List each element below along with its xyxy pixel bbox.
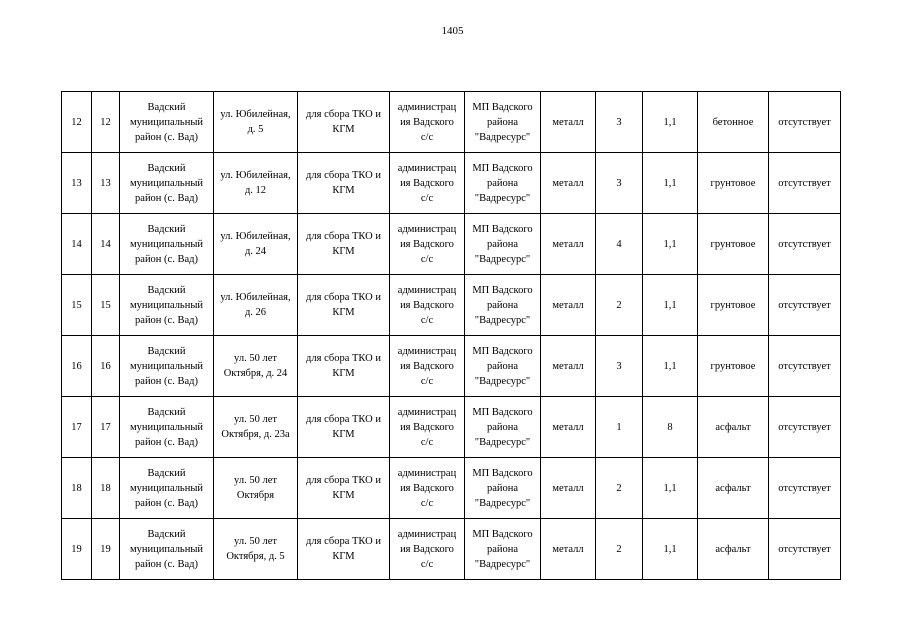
cell-operator-line: "Вадресурс" (474, 131, 531, 143)
cell-fence: отсутствует (769, 214, 841, 275)
cell-district-line: муниципальный (129, 543, 204, 555)
cell-district-line: муниципальный (129, 177, 204, 189)
cell-district-line: Вадский (147, 284, 186, 296)
cell-address-line: д. 5 (247, 124, 264, 135)
cell-address-line: д. 24 (244, 246, 267, 257)
cell-address (214, 397, 298, 458)
cell-owner-line: ия Вадского (400, 299, 454, 311)
cell-owner-line: ия Вадского (400, 116, 454, 128)
cell-district-line: Вадский (147, 528, 186, 540)
cell-container-count: 2 (596, 275, 643, 336)
cell-purpose (298, 153, 390, 214)
cell-material: металл (541, 214, 596, 275)
cell-owner-line: ия Вадского (400, 360, 454, 372)
cell-row-number: 16 (62, 336, 92, 397)
cell-district-line: район (с. Вад) (135, 375, 198, 387)
cell-owner-line: администрац (397, 406, 457, 418)
cell-district (120, 92, 214, 153)
cell-operator-line: района (486, 299, 519, 311)
table-row (62, 336, 841, 397)
cell-material: металл (541, 458, 596, 519)
cell-district (120, 275, 214, 336)
cell-site-number: 12 (92, 92, 120, 153)
cell-address-line: ул. Юбилейная, (220, 231, 291, 242)
cell-owner-line: с/с (420, 253, 434, 265)
cell-operator-line: "Вадресурс" (474, 375, 531, 387)
cell-material: металл (541, 92, 596, 153)
cell-site-number: 16 (92, 336, 120, 397)
cell-address (214, 92, 298, 153)
cell-owner-line: с/с (420, 436, 434, 448)
cell-operator-line: МП Вадского (472, 223, 533, 235)
cell-operator-line: района (486, 482, 519, 494)
cell-owner-line: с/с (420, 131, 434, 143)
cell-district-line: муниципальный (129, 421, 204, 433)
cell-district-line: муниципальный (129, 482, 204, 494)
cell-fence: отсутствует (769, 336, 841, 397)
cell-surface: бетонное (698, 92, 769, 153)
cell-owner (390, 397, 465, 458)
cell-operator (465, 153, 541, 214)
cell-owner-line: администрац (397, 101, 457, 113)
cell-owner-line: администрац (397, 284, 457, 296)
cell-container-count: 3 (596, 92, 643, 153)
cell-operator-line: района (486, 177, 519, 189)
cell-material: металл (541, 397, 596, 458)
cell-operator-line: района (486, 116, 519, 128)
cell-purpose-line: КГМ (332, 124, 355, 135)
cell-district-line: Вадский (147, 223, 186, 235)
cell-owner-line: с/с (420, 314, 434, 326)
cell-surface: грунтовое (698, 336, 769, 397)
cell-site-number: 15 (92, 275, 120, 336)
cell-district-line: муниципальный (129, 299, 204, 311)
cell-row-number: 19 (62, 519, 92, 580)
cell-purpose (298, 458, 390, 519)
cell-purpose-line: для сбора ТКО и (306, 475, 381, 486)
cell-container-volume: 1,1 (643, 336, 698, 397)
cell-address-line: Октября, д. 5 (226, 551, 285, 562)
cell-address-line: Октября, д. 23а (221, 429, 290, 440)
cell-site-number: 18 (92, 458, 120, 519)
cell-address (214, 336, 298, 397)
table-row (62, 519, 841, 580)
cell-row-number: 13 (62, 153, 92, 214)
table-row (62, 92, 841, 153)
cell-district-line: Вадский (147, 406, 186, 418)
cell-owner (390, 153, 465, 214)
cell-purpose-line: КГМ (332, 368, 355, 379)
cell-owner-line: администрац (397, 162, 457, 174)
table-row (62, 214, 841, 275)
cell-operator-line: МП Вадского (472, 467, 533, 479)
cell-owner (390, 92, 465, 153)
cell-operator (465, 458, 541, 519)
table-row (62, 397, 841, 458)
cell-fence: отсутствует (769, 519, 841, 580)
table-row (62, 458, 841, 519)
cell-operator-line: района (486, 360, 519, 372)
cell-district-line: район (с. Вад) (135, 253, 198, 265)
cell-owner-line: с/с (420, 558, 434, 570)
cell-surface: грунтовое (698, 275, 769, 336)
cell-purpose-line: КГМ (332, 551, 355, 562)
cell-address (214, 153, 298, 214)
cell-purpose-line: КГМ (332, 490, 355, 501)
cell-container-count: 3 (596, 153, 643, 214)
table-row (62, 153, 841, 214)
cell-address-line: Октября (236, 490, 275, 501)
cell-operator-line: МП Вадского (472, 406, 533, 418)
cell-address-line: д. 12 (244, 185, 267, 196)
cell-operator-line: "Вадресурс" (474, 497, 531, 509)
cell-owner-line: с/с (420, 497, 434, 509)
cell-operator (465, 519, 541, 580)
cell-owner-line: с/с (420, 375, 434, 387)
cell-row-number: 17 (62, 397, 92, 458)
cell-material: металл (541, 336, 596, 397)
cell-purpose (298, 397, 390, 458)
cell-address (214, 458, 298, 519)
waste-sites-table (61, 91, 841, 580)
cell-purpose-line: КГМ (332, 185, 355, 196)
cell-fence: отсутствует (769, 153, 841, 214)
cell-operator-line: "Вадресурс" (474, 436, 531, 448)
cell-owner-line: администрац (397, 223, 457, 235)
page-number: 1405 (441, 25, 464, 37)
cell-row-number: 18 (62, 458, 92, 519)
cell-owner (390, 214, 465, 275)
cell-purpose-line: КГМ (332, 307, 355, 318)
cell-operator-line: МП Вадского (472, 101, 533, 113)
cell-district (120, 519, 214, 580)
cell-fence: отсутствует (769, 397, 841, 458)
cell-address-line: ул. 50 лет (234, 353, 277, 364)
cell-operator (465, 275, 541, 336)
cell-address-line: ул. Юбилейная, (220, 109, 291, 120)
cell-district-line: Вадский (147, 345, 186, 357)
cell-address-line: ул. Юбилейная, (220, 292, 291, 303)
cell-district-line: район (с. Вад) (135, 436, 198, 448)
cell-surface: асфальт (698, 519, 769, 580)
cell-row-number: 15 (62, 275, 92, 336)
cell-operator-line: "Вадресурс" (474, 558, 531, 570)
cell-owner-line: ия Вадского (400, 543, 454, 555)
cell-fence: отсутствует (769, 458, 841, 519)
cell-container-volume: 1,1 (643, 153, 698, 214)
cell-material: металл (541, 153, 596, 214)
cell-container-volume: 1,1 (643, 275, 698, 336)
cell-fence: отсутствует (769, 92, 841, 153)
cell-operator (465, 92, 541, 153)
cell-operator-line: МП Вадского (472, 162, 533, 174)
cell-material: металл (541, 519, 596, 580)
cell-purpose-line: для сбора ТКО и (306, 231, 381, 242)
cell-address-line: Октября, д. 24 (223, 368, 288, 379)
cell-purpose (298, 519, 390, 580)
cell-operator-line: "Вадресурс" (474, 253, 531, 265)
cell-address-line: ул. 50 лет (234, 475, 277, 486)
cell-operator (465, 336, 541, 397)
cell-purpose-line: для сбора ТКО и (306, 109, 381, 120)
cell-district-line: район (с. Вад) (135, 314, 198, 326)
cell-container-count: 4 (596, 214, 643, 275)
cell-operator-line: района (486, 421, 519, 433)
cell-district (120, 336, 214, 397)
cell-purpose-line: КГМ (332, 429, 355, 440)
cell-district (120, 214, 214, 275)
cell-container-volume: 1,1 (643, 214, 698, 275)
cell-container-volume: 1,1 (643, 458, 698, 519)
cell-site-number: 13 (92, 153, 120, 214)
cell-district-line: муниципальный (129, 116, 204, 128)
cell-surface: асфальт (698, 458, 769, 519)
cell-site-number: 14 (92, 214, 120, 275)
cell-purpose-line: для сбора ТКО и (306, 353, 381, 364)
cell-district-line: район (с. Вад) (135, 558, 198, 570)
cell-operator-line: "Вадресурс" (474, 192, 531, 204)
cell-site-number: 19 (92, 519, 120, 580)
cell-purpose-line: для сбора ТКО и (306, 170, 381, 181)
cell-operator-line: "Вадресурс" (474, 314, 531, 326)
cell-district-line: муниципальный (129, 238, 204, 250)
cell-address (214, 275, 298, 336)
cell-purpose (298, 275, 390, 336)
cell-container-volume: 1,1 (643, 519, 698, 580)
cell-container-count: 3 (596, 336, 643, 397)
cell-operator-line: МП Вадского (472, 284, 533, 296)
cell-purpose (298, 214, 390, 275)
cell-address-line: ул. 50 лет (234, 414, 277, 425)
table-row (62, 275, 841, 336)
cell-owner (390, 519, 465, 580)
cell-address-line: ул. Юбилейная, (220, 170, 291, 181)
cell-operator-line: района (486, 543, 519, 555)
cell-operator-line: МП Вадского (472, 528, 533, 540)
cell-purpose-line: для сбора ТКО и (306, 414, 381, 425)
cell-district-line: муниципальный (129, 360, 204, 372)
cell-owner (390, 336, 465, 397)
cell-purpose-line: для сбора ТКО и (306, 536, 381, 547)
cell-purpose (298, 92, 390, 153)
cell-owner-line: ия Вадского (400, 421, 454, 433)
cell-district (120, 397, 214, 458)
cell-owner (390, 275, 465, 336)
cell-purpose (298, 336, 390, 397)
cell-container-volume: 1,1 (643, 92, 698, 153)
cell-district-line: Вадский (147, 101, 186, 113)
cell-district-line: Вадский (147, 467, 186, 479)
cell-address (214, 519, 298, 580)
cell-owner-line: с/с (420, 192, 434, 204)
cell-owner-line: администрац (397, 345, 457, 357)
cell-owner-line: администрац (397, 528, 457, 540)
cell-purpose-line: для сбора ТКО и (306, 292, 381, 303)
cell-purpose-line: КГМ (332, 246, 355, 257)
cell-operator-line: МП Вадского (472, 345, 533, 357)
cell-owner-line: ия Вадского (400, 177, 454, 189)
cell-container-count: 2 (596, 458, 643, 519)
cell-surface: асфальт (698, 397, 769, 458)
cell-surface: грунтовое (698, 214, 769, 275)
cell-district-line: район (с. Вад) (135, 192, 198, 204)
cell-address (214, 214, 298, 275)
cell-district (120, 153, 214, 214)
cell-surface: грунтовое (698, 153, 769, 214)
cell-owner-line: ия Вадского (400, 482, 454, 494)
cell-container-volume: 8 (643, 397, 698, 458)
cell-container-count: 1 (596, 397, 643, 458)
cell-site-number: 17 (92, 397, 120, 458)
cell-owner-line: администрац (397, 467, 457, 479)
cell-address-line: д. 26 (244, 307, 267, 318)
cell-fence: отсутствует (769, 275, 841, 336)
cell-district-line: район (с. Вад) (135, 497, 198, 509)
cell-address-line: ул. 50 лет (234, 536, 277, 547)
cell-row-number: 12 (62, 92, 92, 153)
cell-district (120, 458, 214, 519)
cell-owner (390, 458, 465, 519)
cell-material: металл (541, 275, 596, 336)
cell-operator-line: района (486, 238, 519, 250)
cell-operator (465, 397, 541, 458)
cell-operator (465, 214, 541, 275)
cell-row-number: 14 (62, 214, 92, 275)
cell-district-line: Вадский (147, 162, 186, 174)
cell-container-count: 2 (596, 519, 643, 580)
cell-district-line: район (с. Вад) (135, 131, 198, 143)
cell-owner-line: ия Вадского (400, 238, 454, 250)
